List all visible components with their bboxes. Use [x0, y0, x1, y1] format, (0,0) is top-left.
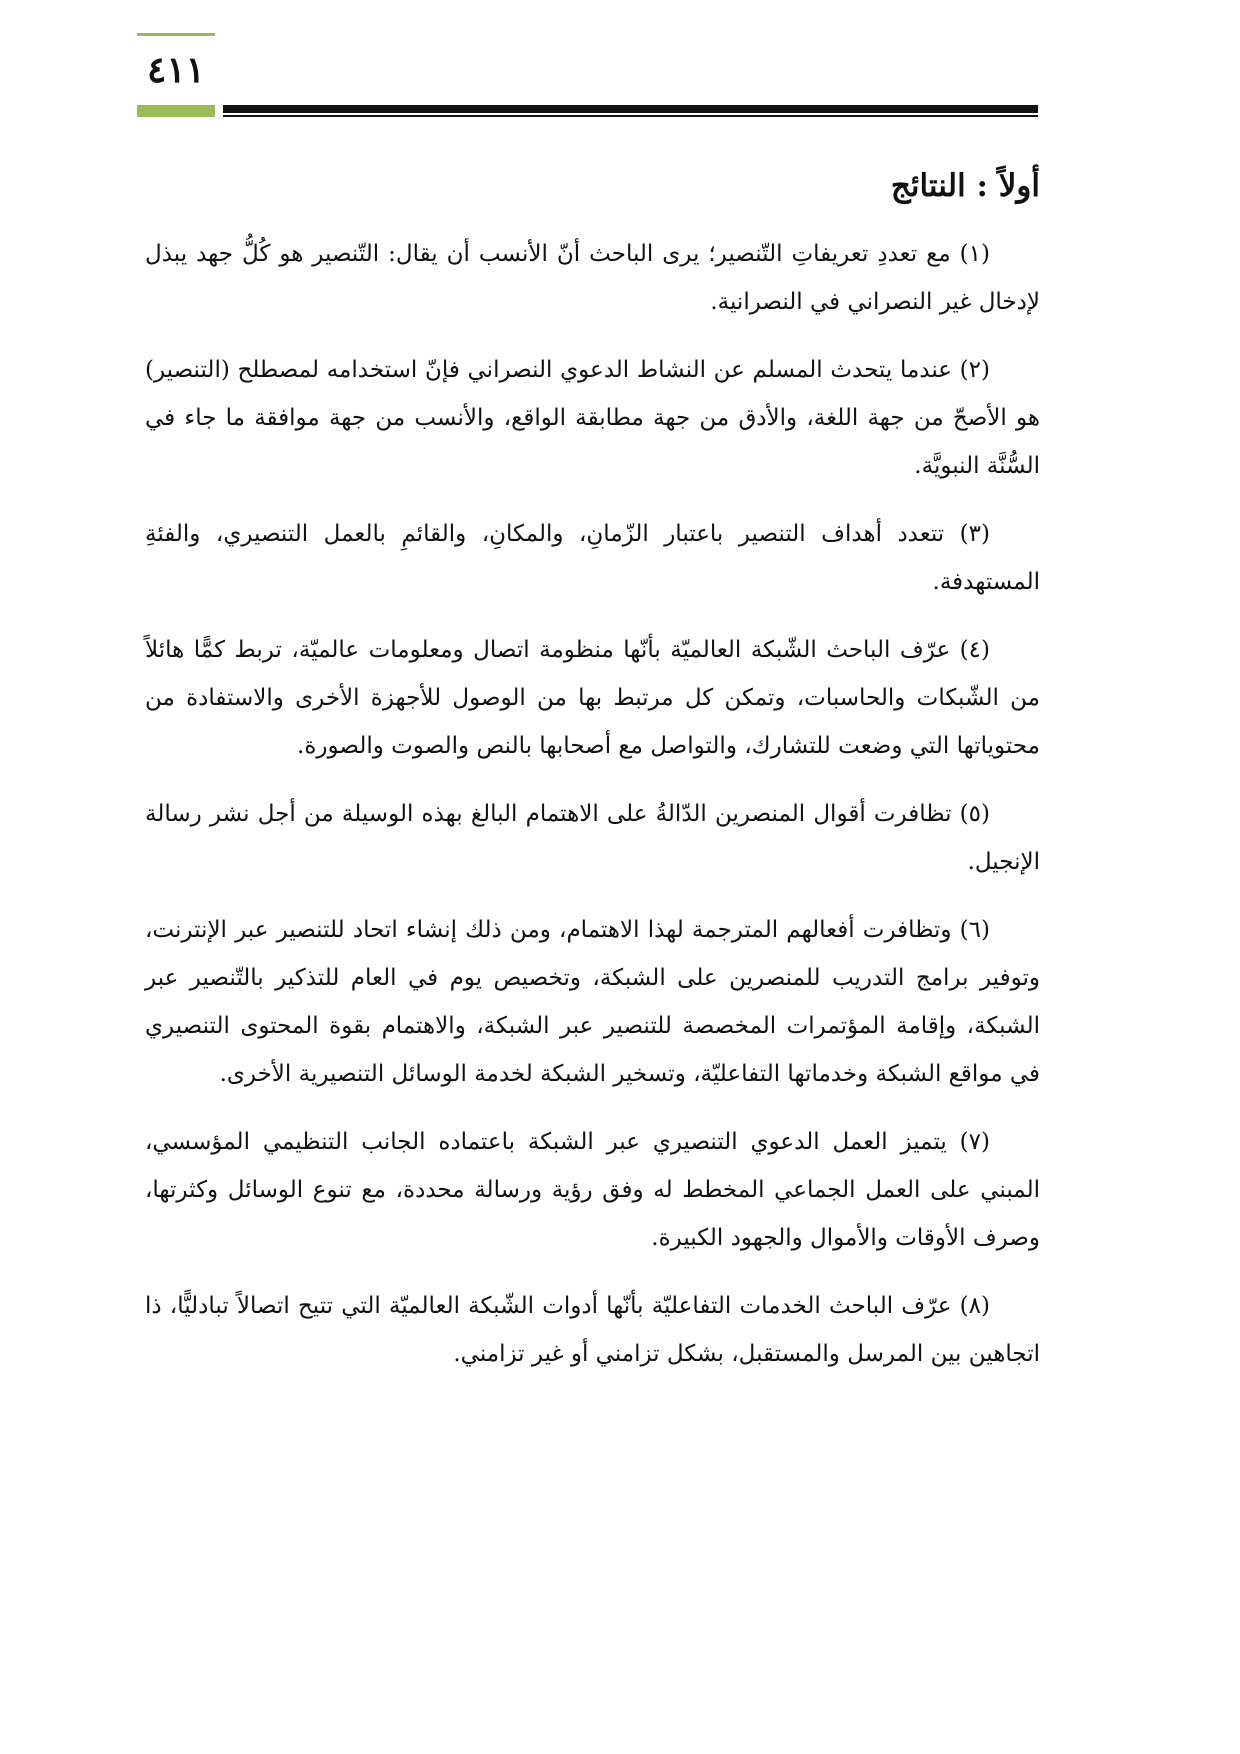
header-rule-thick — [223, 105, 1038, 113]
result-item-7: (٧) يتميز العمل الدعوي التنصيري عبر الشبكة باعتماده الجانب التنظيمي المؤسسي، المبني على العمل الجماعي المخطط له وفق رؤية ورسالة محددة، مع تنوع الوسائل وكثرتها، وصرف الأوقات والأموال والجهود الكبيرة. — [145, 1128, 1040, 1251]
result-item-4: (٤) عرّف الباحث الشّبكة العالميّة بأنّها منظومة اتصال ومعلومات عالميّة، تربط كمًّا هائلاً من الشّبكات والحاسبات، وتمكن كل مرتبط بها من الوصول للأجهزة الأخرى والاستفادة من محتوياتها التي وضعت للتشارك، والتواصل مع أصحابها بالنص والصوت والصورة. — [145, 636, 1040, 759]
header-accent-line — [137, 33, 215, 36]
header-green-bar — [137, 105, 215, 117]
page-content — [145, 150, 1040, 1398]
result-item-2: (٢) عندما يتحدث المسلم عن النشاط الدعوي النصراني فإنّ استخدامه لمصطلح (التنصير) هو الأصحّ من جهة اللغة، والأدق من جهة مطابقة الواقع، والأنسب من جهة موافقة ما جاء في السُّنَّة النبويَّة. — [145, 356, 1040, 479]
result-item-3: (٣) تتعدد أهداف التنصير باعتبار الزّمانِ، والمكانِ، والقائمِ بالعمل التنصيري، والفئةِ المستهدفة. — [145, 520, 1040, 595]
header-rule-thin — [223, 115, 1038, 117]
result-item-8: (٨) عرّف الباحث الخدمات التفاعليّة بأنّها أدوات الشّبكة العالميّة التي تتيح اتصالاً تبادليًّا، ذا اتجاهين بين المرسل والمستقبل، بشكل تزامني أو غير تزامني. — [145, 1292, 1040, 1367]
section-heading: أولاً : النتائج — [890, 168, 1040, 204]
result-item-5: (٥) تظافرت أقوال المنصرين الدّالةُ على الاهتمام البالغ بهذه الوسيلة من أجل نشر رسالة الإنجيل. — [145, 800, 1040, 875]
result-item-1: (١) مع تعددِ تعريفاتِ التّنصير؛ يرى الباحث أنّ الأنسب أن يقال: التّنصير هو كُلُّ جهد يبذل لإدخال غير النصراني في النصرانية. — [145, 240, 1040, 315]
result-item-6: (٦) وتظافرت أفعالهم المترجمة لهذا الاهتمام، ومن ذلك إنشاء اتحاد للتنصير عبر الإنترنت، وتوفير برامج التدريب للمنصرين على الشبكة، وتخصيص يوم في العام للتذكير بالتّنصير عبر الشبكة، وإقامة المؤتمرات المخصصة للتنصير عبر الشبكة، والاهتمام بقوة المحتوى التنصيري في مواقع الشبكة وخدماتها التفاعليّة، وتسخير الشبكة لخدمة الوسائل التنصيرية الأخرى. — [145, 916, 1040, 1087]
page-number: ٤١١ — [146, 49, 205, 91]
